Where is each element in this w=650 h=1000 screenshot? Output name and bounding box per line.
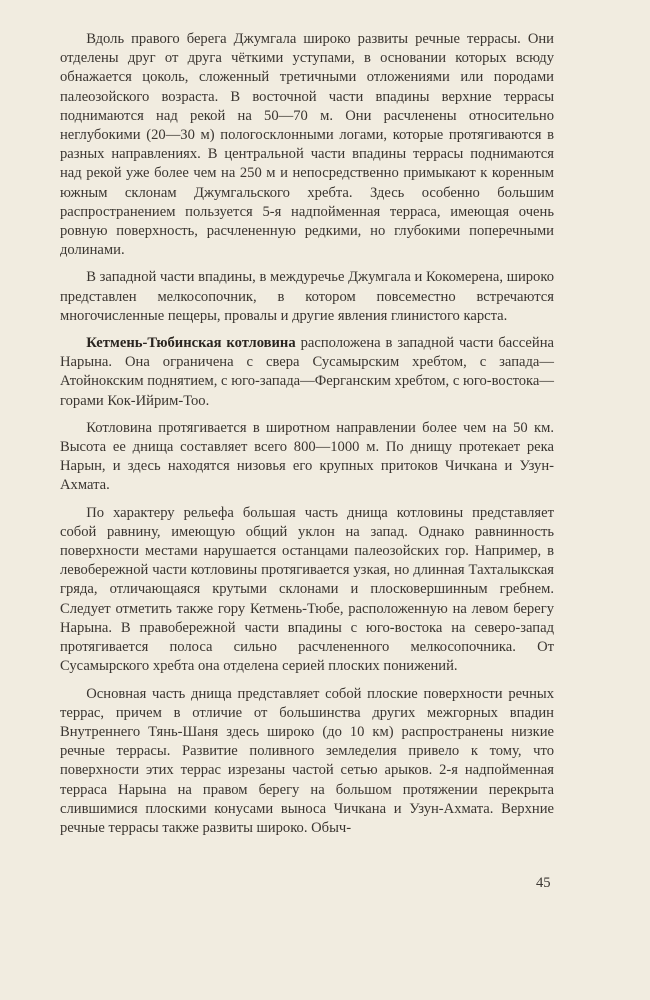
paragraph-6 — [60, 685, 554, 839]
paragraph-2 — [60, 268, 554, 326]
paragraph-4 — [60, 419, 554, 496]
section-heading-ketmen-tyube: Кетмень-Тюбинская котловина — [86, 335, 296, 352]
paragraph-5 — [60, 504, 554, 677]
paragraph-3-text: расположена в западной части бассейна Нарына. Она ограничена с свера Сусамырским хребтом, с запада—Атойнокским поднятием, с юго-запада—Ферганским хребтом, с юго-востока—горами Кок-Ийрим-Тоо. — [60, 335, 554, 409]
page-number: 45 — [536, 875, 551, 891]
paragraph-6-text: Основная часть днища представляет собой плоские поверхности речных террас, причем в отличие от большинства других межгорных впадин Внутреннего Тянь-Шаня здесь широко (до 10 км) распространены низкие речные террасы. Развитие поливного земледелия привело к тому, что поверхности этих террас изрезаны частой сетью арыков. 2-я надпойменная терраса Нарына на правом берегу на большом протяжении перекрыта слившимися плоскими конусами выноса Чичкана и Узун-Ахмата. Верхние речные террасы также развиты широко. Обыч- — [60, 685, 554, 836]
paragraph-4-text: Котловина протягивается в широтном направлении более чем на 50 км. Высота ее днища составляет всего 800—1000 м. По днищу протекает река Нарын, и здесь находятся низовья его крупных притоков Чичкана и Узун-Ахмата. — [60, 419, 554, 494]
paragraph-3 — [60, 334, 554, 411]
paragraph-2-text: В западной части впадины, в междуречье Джумгала и Кокомерена, широко представлен мелкосопочник, в котором повсеместно встречаются многочисленные пещеры, провалы и другие явления глинистого карста. — [60, 269, 554, 324]
paragraph-1-text: Вдоль правого берега Джумгала широко развиты речные террасы. Они отделены друг от друга чёткими уступами, в основании которых всюду обнажается цоколь, сложенный третичными отложениями или породами палеозойского возраста. В восточной части впадины верхние террасы поднимаются над рекой на 50—70 м. Они расчленены относительно неглубокими (20—30 м) пологосклонными логами, которые протягиваются в разных направлениях. В центральной части впадины террасы поднимаются над рекой уже более чем на 250 м и непосредственно примыкают к коренным южным склонам Джумгальского хребта. Здесь особенно большим распространением пользуется 5-я надпойменная терраса, имеющая очень ровную поверхность, расчлененную редкими, но глубокими поперечными долинами. — [60, 31, 554, 259]
paragraph-5-text: По характеру рельефа большая часть днища котловины представляет собой равнину, имеющую общий уклон на запад. Однако равнинность поверхности местами нарушается останцами палеозойских гор. Например, в левобережной части котловины протягивается узкая, но длинная Тахталыкская гряда, отличающаяся крутыми склонами и плосковершинным гребнем. Следует отметить также гору Кетмень-Тюбе, расположенную на левом берегу Нарына. В правобережной части впадины с юго-востока на северо-запад протягивается полоса сильно расчлененного мелкосопочника. От Сусамырского хребта она отделена серией плоских понижений. — [60, 504, 554, 675]
paragraph-1 — [60, 30, 554, 260]
